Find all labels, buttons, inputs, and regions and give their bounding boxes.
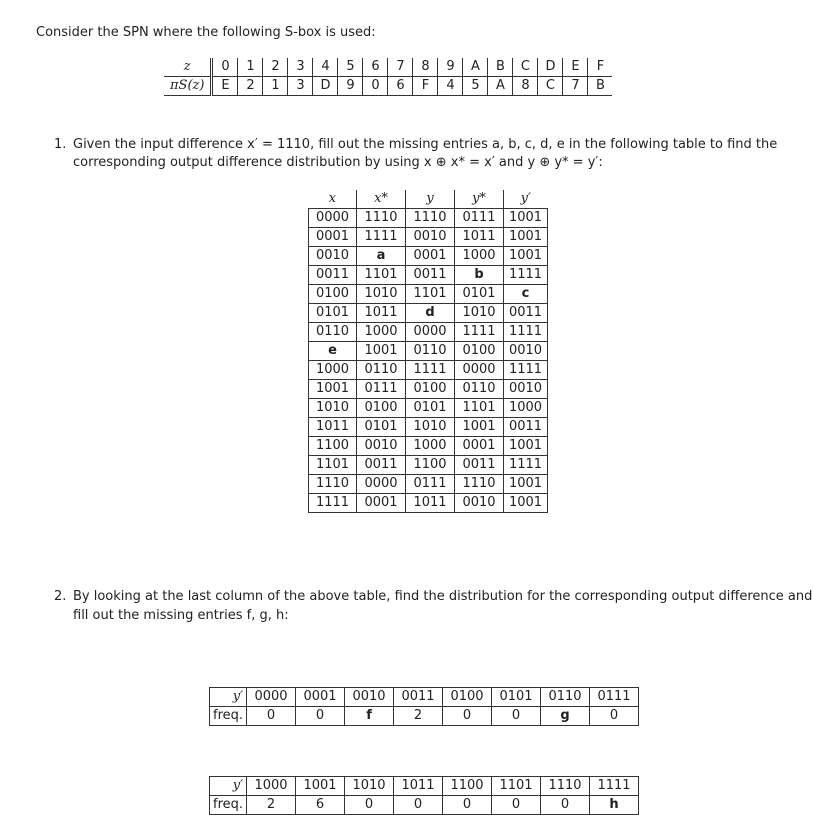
diff-cell: 0110 (309, 323, 357, 342)
sbox-pi-cell: 0 (363, 77, 388, 96)
freq-cell: 0 (443, 796, 492, 815)
diff-cell: 1011 (357, 304, 406, 323)
diff-cell: 1010 (357, 285, 406, 304)
freq-cell: 2 (394, 707, 443, 726)
sbox-pi-cell: 4 (438, 77, 463, 96)
sbox-table (164, 58, 612, 96)
missing-entry-h: h (590, 796, 639, 815)
freq-table-2 (209, 776, 639, 815)
diff-cell: 1011 (406, 494, 455, 513)
freq-y-cell: 0000 (247, 688, 296, 707)
freq-cell: 0 (492, 796, 541, 815)
sbox-z-cell: 4 (313, 58, 338, 77)
diff-header-cell: y′ (504, 190, 548, 209)
missing-entry-g: g (541, 707, 590, 726)
diff-row (309, 285, 548, 304)
sbox-row-pi (164, 77, 612, 96)
sbox-z-cell: 5 (338, 58, 363, 77)
sbox-z-cell: 0 (212, 58, 238, 77)
diff-cell: 1001 (455, 418, 504, 437)
diff-cell: 0011 (504, 418, 548, 437)
diff-cell: 0101 (357, 418, 406, 437)
freq-y-cell: 0001 (296, 688, 345, 707)
sbox-z-cell: C (513, 58, 538, 77)
diff-cell: 1111 (504, 361, 548, 380)
diff-cell: 1110 (406, 209, 455, 228)
sbox-row-z (164, 58, 612, 77)
diff-cell: 0000 (406, 323, 455, 342)
diff-row (309, 418, 548, 437)
diff-cell: 1111 (504, 456, 548, 475)
sbox-pi-cell: 9 (338, 77, 363, 96)
diff-cell: 1001 (357, 342, 406, 361)
freq-value-row (210, 796, 639, 815)
diff-cell: 0010 (455, 494, 504, 513)
diff-cell: 1000 (504, 399, 548, 418)
diff-cell: 0011 (357, 456, 406, 475)
diff-cell: 0100 (357, 399, 406, 418)
diff-cell: 0000 (357, 475, 406, 494)
diff-cell: 1110 (455, 475, 504, 494)
freq-cell: 0 (590, 707, 639, 726)
freq-table-1 (209, 687, 639, 726)
diff-cell: 0001 (455, 437, 504, 456)
diff-cell: 0110 (357, 361, 406, 380)
freq-y-cell: 1100 (443, 777, 492, 796)
diff-cell: 0011 (455, 456, 504, 475)
diff-cell: 0101 (309, 304, 357, 323)
q1-text-line2: corresponding output difference distribution by using x ⊕ x* = x′ and y ⊕ y* = y′: (73, 155, 603, 170)
freq-cell: 2 (247, 796, 296, 815)
diff-header-cell: x* (357, 190, 406, 209)
diff-cell: 0111 (357, 380, 406, 399)
diff-row (309, 361, 548, 380)
diff-cell: 1010 (309, 399, 357, 418)
diff-cell: 1011 (309, 418, 357, 437)
sbox-z-cell: 6 (363, 58, 388, 77)
sbox-pi-cell: E (212, 77, 238, 96)
freq-label: freq. (210, 796, 247, 815)
sbox-pi-cell: D (313, 77, 338, 96)
q2-text-line1: By looking at the last column of the above table, find the distribution for the corresponding output difference and (73, 589, 813, 604)
diff-cell: 0101 (406, 399, 455, 418)
sbox-z-cell: 7 (388, 58, 413, 77)
freq-cell: 0 (345, 796, 394, 815)
diff-cell: 0101 (455, 285, 504, 304)
sbox-z-cell: 8 (413, 58, 438, 77)
sbox-z-cell: 2 (263, 58, 288, 77)
diff-cell: 0010 (357, 437, 406, 456)
diff-cell: 0111 (406, 475, 455, 494)
diff-cell: 1001 (504, 494, 548, 513)
q1-number: 1. (54, 137, 67, 152)
sbox-z-cell: 9 (438, 58, 463, 77)
freq-cell: 0 (492, 707, 541, 726)
diff-cell: 0011 (309, 266, 357, 285)
sbox-pi-cell: 8 (513, 77, 538, 96)
freq-value-row (210, 707, 639, 726)
sbox-pi-label: πS(z) (164, 77, 212, 96)
missing-entry-f: f (345, 707, 394, 726)
sbox-pi-cell: 5 (463, 77, 488, 96)
diff-cell: 1111 (455, 323, 504, 342)
diff-cell: 0100 (309, 285, 357, 304)
sbox-pi-cell: 6 (388, 77, 413, 96)
freq-y-cell: 1010 (345, 777, 394, 796)
diff-cell: 1001 (504, 437, 548, 456)
sbox-z-cell: E (563, 58, 588, 77)
diff-cell: 1001 (504, 247, 548, 266)
sbox-z-cell: D (538, 58, 563, 77)
sbox-z-cell: 3 (288, 58, 313, 77)
diff-cell: 1110 (309, 475, 357, 494)
diff-cell: 1100 (406, 456, 455, 475)
diff-cell: 1111 (504, 323, 548, 342)
diff-cell: 0010 (504, 342, 548, 361)
diff-row (309, 209, 548, 228)
diff-cell: 0110 (455, 380, 504, 399)
diff-cell: 1010 (406, 418, 455, 437)
diff-cell: 0100 (455, 342, 504, 361)
freq-cell: 6 (296, 796, 345, 815)
diff-row (309, 399, 548, 418)
diff-row (309, 266, 548, 285)
sbox-pi-cell: A (488, 77, 513, 96)
freq-cell: 0 (443, 707, 492, 726)
diff-row (309, 342, 548, 361)
diff-cell: 1110 (357, 209, 406, 228)
sbox-pi-cell: F (413, 77, 438, 96)
sbox-pi-cell: C (538, 77, 563, 96)
diff-cell: 1011 (455, 228, 504, 247)
diff-cell: 0001 (406, 247, 455, 266)
freq-y-cell: 1101 (492, 777, 541, 796)
diff-cell: 1000 (406, 437, 455, 456)
diff-row (309, 228, 548, 247)
missing-entry-e: e (309, 342, 357, 361)
freq-y-label: y′ (210, 688, 247, 707)
freq-cell: 0 (247, 707, 296, 726)
missing-entry-c: c (504, 285, 548, 304)
diff-cell: 0010 (406, 228, 455, 247)
freq-cell: 0 (296, 707, 345, 726)
freq-y-cell: 0111 (590, 688, 639, 707)
freq-y-cell: 0011 (394, 688, 443, 707)
missing-entry-b: b (455, 266, 504, 285)
diff-cell: 0000 (309, 209, 357, 228)
sbox-z-cell: A (463, 58, 488, 77)
diff-header-row (309, 190, 548, 209)
q2-number: 2. (54, 589, 67, 604)
diff-cell: 1010 (455, 304, 504, 323)
difference-table (308, 190, 548, 513)
diff-cell: 0111 (455, 209, 504, 228)
sbox-z-cell: F (588, 58, 613, 77)
diff-row (309, 380, 548, 399)
freq-y-cell: 0010 (345, 688, 394, 707)
sbox-z-label: z (164, 58, 212, 77)
freq-y-cell: 1111 (590, 777, 639, 796)
diff-cell: 1101 (309, 456, 357, 475)
freq-label: freq. (210, 707, 247, 726)
diff-cell: 0010 (309, 247, 357, 266)
diff-cell: 1101 (406, 285, 455, 304)
sbox-pi-cell: 1 (263, 77, 288, 96)
diff-cell: 0001 (309, 228, 357, 247)
freq-cell: 0 (541, 796, 590, 815)
sbox-pi-cell: 3 (288, 77, 313, 96)
diff-cell: 0011 (504, 304, 548, 323)
diff-row (309, 475, 548, 494)
missing-entry-d: d (406, 304, 455, 323)
diff-row (309, 456, 548, 475)
diff-cell: 1001 (504, 228, 548, 247)
diff-cell: 1111 (309, 494, 357, 513)
diff-row (309, 247, 548, 266)
diff-cell: 0001 (357, 494, 406, 513)
q1-text-line1: Given the input difference x′ = 1110, fill out the missing entries a, b, c, d, e in the following table to find the (73, 137, 778, 152)
diff-header-cell: y (406, 190, 455, 209)
diff-cell: 1000 (357, 323, 406, 342)
diff-cell: 1001 (309, 380, 357, 399)
freq-y-cell: 0110 (541, 688, 590, 707)
diff-cell: 1000 (455, 247, 504, 266)
diff-cell: 1111 (406, 361, 455, 380)
diff-cell: 0010 (504, 380, 548, 399)
sbox-z-cell: 1 (238, 58, 263, 77)
diff-cell: 1001 (504, 209, 548, 228)
sbox-z-cell: B (488, 58, 513, 77)
intro-text: Consider the SPN where the following S-box is used: (36, 25, 376, 40)
freq-y-cell: 1001 (296, 777, 345, 796)
freq-y-cell: 1000 (247, 777, 296, 796)
sbox-pi-cell: 7 (563, 77, 588, 96)
q2-text-line2: fill out the missing entries f, g, h: (73, 608, 289, 623)
missing-entry-a: a (357, 247, 406, 266)
diff-row (309, 494, 548, 513)
diff-cell: 1111 (357, 228, 406, 247)
diff-row (309, 304, 548, 323)
diff-cell: 1101 (357, 266, 406, 285)
diff-cell: 1001 (504, 475, 548, 494)
freq-y-label: y′ (210, 777, 247, 796)
diff-row (309, 323, 548, 342)
freq-y-row (210, 688, 639, 707)
diff-cell: 1111 (504, 266, 548, 285)
freq-y-row (210, 777, 639, 796)
freq-y-cell: 1110 (541, 777, 590, 796)
diff-cell: 1000 (309, 361, 357, 380)
freq-cell: 0 (394, 796, 443, 815)
freq-y-cell: 0101 (492, 688, 541, 707)
diff-cell: 0100 (406, 380, 455, 399)
diff-cell: 0110 (406, 342, 455, 361)
diff-header-cell: x (328, 191, 336, 206)
diff-cell: 0011 (406, 266, 455, 285)
freq-y-cell: 0100 (443, 688, 492, 707)
diff-cell: 1101 (455, 399, 504, 418)
sbox-pi-cell: 2 (238, 77, 263, 96)
diff-cell: 0000 (455, 361, 504, 380)
diff-header-cell: y* (455, 190, 504, 209)
sbox-pi-cell: B (588, 77, 613, 96)
freq-y-cell: 1011 (394, 777, 443, 796)
diff-row (309, 437, 548, 456)
diff-cell: 1100 (309, 437, 357, 456)
